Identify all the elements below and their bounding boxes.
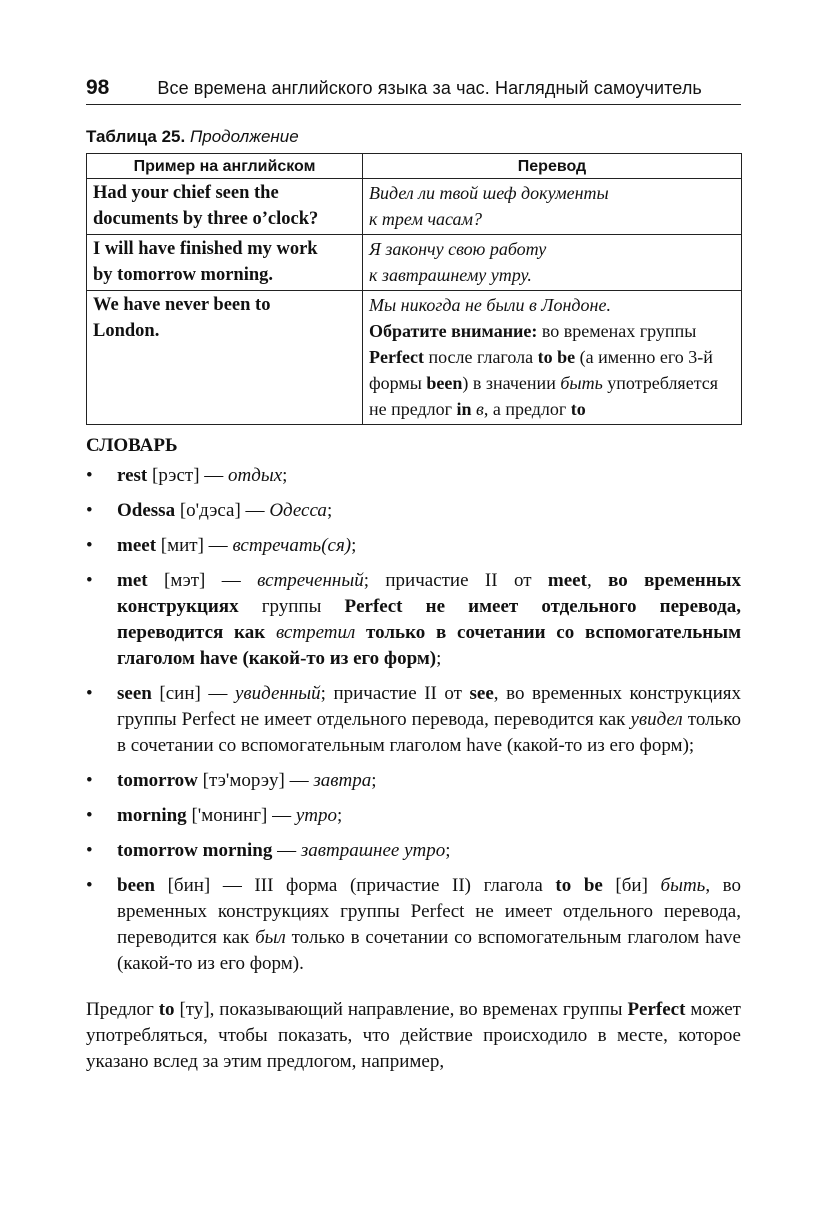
vocab-term: see [469,683,494,704]
vocab-text: ; [282,465,288,486]
vocab-word: meet [117,535,157,556]
bullet-icon: • [86,570,93,591]
table-row [87,235,742,291]
bullet-icon: • [86,805,93,826]
english-example [87,291,363,425]
vocab-text [355,622,366,643]
note-term: Perfect [369,347,424,367]
translation-line: Я закончу свою работу [369,239,547,259]
vocab-text: , во временных конструкциях группы Perfect не имеет отдельного перевода, переводится как [117,875,741,948]
bullet-icon: • [86,683,93,704]
note-term: to [570,399,586,419]
vocab-word: rest [117,465,148,486]
paragraph-term: Perfect [627,999,686,1020]
bullet-icon: • [86,500,93,521]
vocab-translation: встречать(ся) [232,535,352,556]
translation-line: Видел ли твой шеф документы [369,183,609,203]
vocab-word: seen [117,683,152,704]
note-italic: быть [560,373,603,393]
english-example [87,179,363,235]
vocab-term: во временных конструкциях [117,570,741,617]
note-term: been [426,373,463,393]
attention-note [369,321,718,419]
translation [363,179,742,235]
example-line: documents by three o’clock? [93,209,319,229]
vocab-text: [мит] — [156,535,233,556]
note-text: ) в значении [462,373,561,393]
table-caption [86,127,741,147]
book-page [86,76,741,1075]
vocabulary-heading: СЛОВАРЬ [86,435,178,456]
vocabulary-item [86,803,741,829]
vocab-text: ; [371,770,377,791]
vocab-word: tomorrow [117,770,198,791]
vocab-translation: Одесса [269,500,327,521]
vocab-word: morning [117,805,187,826]
translation-line: Мы никогда не были в Лондоне. [369,295,611,315]
column-header-translation: Перевод [363,154,742,179]
vocab-translation: завтрашнее утро [300,840,446,861]
vocab-text: [мэт] — [147,570,258,591]
note-italic: в [476,399,484,419]
vocab-text: , во временных конструкциях группы Perfect не имеет отдельного перевода, переводится как [117,683,741,730]
table-row [87,291,742,425]
vocab-text: [рэст] — [147,465,229,486]
book-title: Все времена английского языка за час. Наглядный самоучитель [157,78,702,98]
english-example [87,235,363,291]
vocab-text: [бин] — III форма (причастие II) глагола [155,875,556,896]
vocab-word: been [117,875,155,896]
table-header-row [87,154,742,179]
table-row [87,179,742,235]
table-caption-label: Таблица 25. [86,127,186,146]
vocab-translation: завтра [313,770,372,791]
vocab-text: ; [337,805,343,826]
vocab-text: ; причастие II от [320,683,470,704]
vocab-term: to be [555,875,603,896]
vocab-text: [о'дэса] — [175,500,270,521]
paragraph-text: может употребляться, чтобы показать, что действие происходило в месте, которое указано вслед за этим предлогом, например, [86,999,741,1072]
vocab-text [265,622,276,643]
vocab-word: tomorrow morning [117,840,273,861]
running-header [86,76,741,105]
vocab-text: ['монинг] — [186,805,296,826]
closing-paragraph [86,997,741,1075]
note-text: употребляется не предлог [369,373,719,419]
vocab-italic: был [255,927,286,948]
bullet-icon: • [86,840,93,861]
note-text: (а именно его 3-й формы [369,347,713,393]
paragraph-text: Предлог [86,999,159,1020]
vocab-translation: увиденный [234,683,321,704]
bullet-icon: • [86,465,93,486]
vocab-text: ; причастие II от [363,570,548,591]
translation [363,291,742,425]
vocab-text: ; [436,648,442,669]
vocabulary-item [86,768,741,794]
bullet-icon: • [86,535,93,556]
vocab-text: ; [326,500,333,521]
vocabulary-item [86,463,741,489]
translation [363,235,742,291]
attention-label: Обратите внимание: [369,321,538,341]
vocabulary-item [86,873,741,977]
vocab-text: [би] [602,875,661,896]
vocab-word: met [117,570,148,591]
vocab-text: [син] — [151,683,235,704]
page-number: 98 [86,76,110,99]
vocab-text: ; [445,840,451,861]
vocab-text: [тэ'морэу] — [197,770,314,791]
paragraph-text: [ту], показывающий направление, во временах группы [174,999,628,1020]
vocab-text: — [272,840,301,861]
vocabulary-item [86,533,741,559]
vocab-text: только в сочетании со вспомогательным глаголом have (какой-то из его форм); [117,709,741,756]
vocab-translation: отдых [228,465,283,486]
example-line: Had your chief seen the [93,183,279,203]
vocabulary-list [86,463,741,977]
vocab-text: ; [351,535,357,556]
example-line: I will have finished my work [93,239,318,259]
note-text: , а предлог [483,399,571,419]
vocabulary-item [86,681,741,759]
example-line: We have never been to [93,295,271,315]
vocab-italic: быть [660,875,706,896]
vocab-text: только в сочетании со вспомогательным глаголом have (какой-то из его форм). [117,927,741,974]
vocab-italic: встретил [275,622,356,643]
translation-line: к трем часам? [369,209,483,229]
vocab-term: meet [547,570,587,591]
example-line: London. [93,321,160,341]
vocab-word: Odessa [117,500,176,521]
bullet-icon: • [86,875,93,896]
vocab-translation: утро [295,805,337,826]
paragraph-term: to [158,999,175,1020]
translation-line: к завтрашнему утру. [369,265,532,285]
vocab-term: Perfect не имеет отдельного перевода, переводится как [117,596,741,643]
note-term: in [456,399,472,419]
note-text: после глагола [423,347,538,367]
bullet-icon: • [86,770,93,791]
examples-table [86,153,742,425]
table-caption-continuation: Продолжение [189,127,299,146]
vocabulary-item [86,498,741,524]
vocab-term: только в сочетании со вспомогательным глаголом have (какой-то из его форм) [117,622,742,669]
vocabulary-item [86,838,741,864]
note-text: во временах группы [537,321,697,341]
vocab-translation: встреченный [257,570,364,591]
vocab-text: , [586,570,609,591]
vocab-italic: увидел [630,709,683,730]
vocabulary-item [86,568,741,672]
example-line: by tomorrow morning. [93,265,274,285]
vocab-text: группы [238,596,345,617]
note-term: to be [537,347,576,367]
column-header-english: Пример на английском [87,154,363,179]
